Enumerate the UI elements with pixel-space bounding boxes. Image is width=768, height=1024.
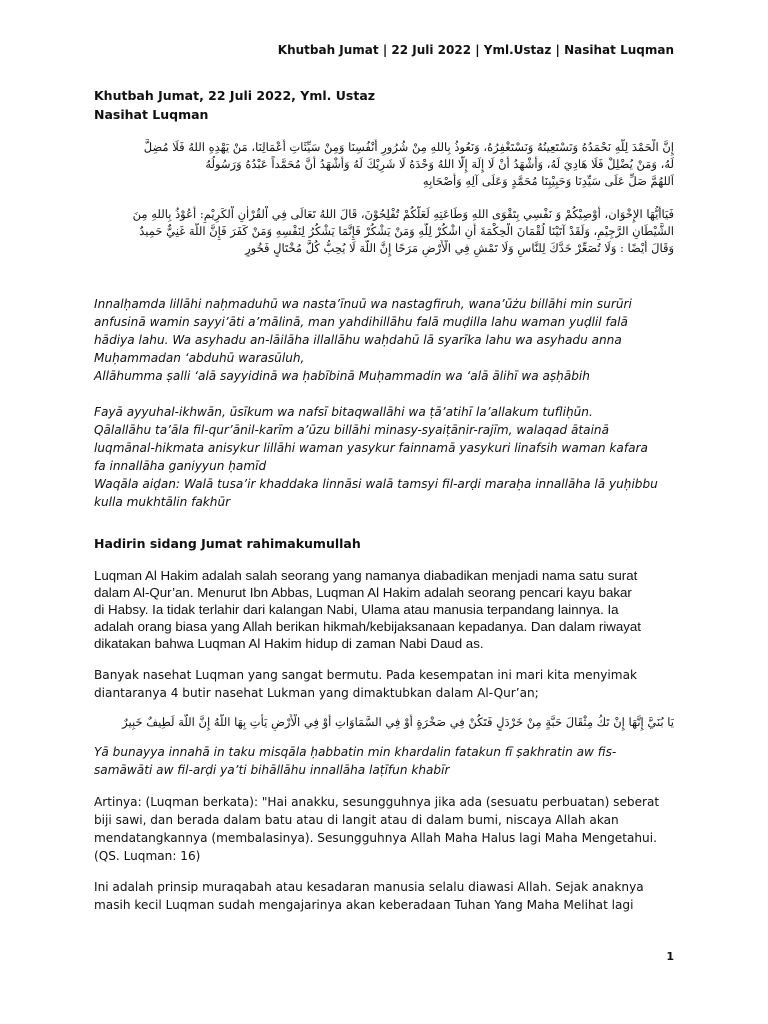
- transliteration-line: kulla mukhtālin fakhūr: [94, 495, 231, 509]
- transliteration-line: anfusinā wamin sayyi’āti a’mālinā, man yahdihillāhu falā muḍilla lahu waman yuḍlil falā: [94, 315, 628, 329]
- transliteration-line: Yā bunayya innahā in taku misqāla ḥabbatin min khardalin fatakun fī ṣakhratin aw fis-: [94, 745, 617, 759]
- section-heading: Hadirin sidang Jumat rahimakumullah: [94, 536, 361, 551]
- nasihat-paragraph: [94, 666, 674, 702]
- arabic-line: اَللهُمَّ صَلِّ عَلَى سَيِّدِنَا وَحَبِيْبِنَا مُحَمَّدٍ وَعَلَى آلِهِ وَأَصْحَابِهِ: [422, 174, 674, 188]
- transliteration-line: Muḥammadan ‘abduhū warasūluh,: [94, 351, 305, 365]
- transliteration-line: samāwāti aw fil-arḍi ya’ti bihāllāhu innallāha laṭīfun khabīr: [94, 763, 450, 777]
- paragraph-line: diantaranya 4 butir nasehat Lukman yang dimaktubkan dalam Al-Qur’an;: [94, 686, 539, 700]
- transliteration-opening: [94, 295, 674, 385]
- arabic-line: الشَّيْطَانِ الرَّجِيْمِ، وَلَقَدْ آتَيْنَا لُقْمَانَ الْحِكْمَةَ أَنِ اشْكُرْ لِلَّهِ وَمَنْ يَشْكُرْ فَإِنَّمَا يَشْكُرُ لِنَفْسِهِ وَمَنْ كَفَرَ فَإِنَّ اللَّهَ غَنِيٌّ حَمِيدٌ: [139, 224, 674, 238]
- transliteration-line: Innalḥamda lillāhi naḥmaduhū wa nasta’īnuū wa nastagfiruh, wana’ūżu billāhi min surūri: [94, 297, 632, 311]
- arabic-line: إِنَّ الْحَمْدَ لِلَّهِ نَحْمَدُهُ وَنَسْتَعِينُهُ وَنَسْتَغْفِرُهُ، وَنَعُوذُ بِاللهِ مِنْ شُرُورِ أَنْفُسِنَا وَمِنْ سَيِّئَاتِ أَعْمَالِنَا، مَنْ يَهْدِهِ اللهُ فَلَا مُضِلَّ: [143, 140, 674, 154]
- arabic-wasiat: [94, 206, 674, 257]
- arabic-line: وَقَالَ أَيْضًا : وَلَا تُصَعِّرْ خَدَّكَ لِلنَّاسِ وَلَا تَمْشِ فِي الْأَرْضِ مَرَحًا إِنَّ اللَّهَ لَا يُحِبُّ كُلَّ مُخْتَالٍ فَخُورٍ: [245, 241, 674, 255]
- artinya-paragraph: [94, 793, 674, 865]
- transliteration-line: fa innallāha ganiyyun ḥamīd: [94, 459, 267, 473]
- running-header: Khutbah Jumat | 22 Juli 2022 | Yml.Ustaz | Nasihat Luqman: [277, 43, 674, 57]
- transliteration-line: Allāhumma ṣalli ‘alā sayyidinā wa ḥabībinā Muḥammadin wa ‘alā ālihī wa aṣḥābih: [94, 369, 590, 383]
- paragraph-line: biji sawi, dan berada dalam batu atau di langit atau di dalam bumi, niscaya Allah akan: [94, 813, 619, 827]
- transliteration-line: Waqāla aiḍan: Walā tusa’ir khaddaka linnāsi walā tamsyi fil-arḍi maraḥa innallāha lā yuḥibbu: [94, 477, 658, 491]
- paragraph-line: mendatangkannya (membalasinya). Sesungguhnya Allah Maha Halus lagi Maha Mengetahui.: [94, 831, 657, 845]
- paragraph-line: Artinya: (Luqman berkata): "Hai anakku, sesungguhnya jika ada (sesuatu perbuatan) seberat: [94, 795, 660, 809]
- paragraph-line: di Habsy. Ia tidak terlahir dari kalangan Nabi, Ulama atau manusia terpandang lainnya. Ia: [94, 602, 619, 617]
- paragraph-line: dikatakan bahwa Luqman Al Hakim hidup di zaman Nabi Daud as.: [94, 636, 484, 651]
- paragraph-line: Banyak nasehat Luqman yang sangat bermutu. Pada kesempatan ini mari kita menyimak: [94, 668, 637, 682]
- title-line-1: Khutbah Jumat, 22 Juli 2022, Yml. Ustaz: [94, 88, 376, 103]
- paragraph-line: Luqman Al Hakim adalah salah seorang yang namanya diabadikan menjadi nama satu surat: [94, 568, 638, 583]
- intro-paragraph: [94, 567, 674, 652]
- paragraph-line: (QS. Luqman: 16): [94, 849, 201, 863]
- transliteration-line: hādiya lahu. Wa asyhadu an-lāilāha illallāhu waḥdahū lā syarīka lahu wa asyhadu anna: [94, 333, 622, 347]
- transliteration-line: luqmānal-hikmata anisykur lillāhi waman yasykur fainnamā yasykuri linafsih waman kafara: [94, 441, 648, 455]
- paragraph-line: adalah orang biasa yang Allah berikan hikmah/kebijaksanaan kepadanya. Dan dalam riwayat: [94, 619, 642, 634]
- page-number: 1: [666, 950, 674, 963]
- arabic-line: فَيَاأَيُّهَا الإِخْوَان، أُوْصِيْكُمْ وَ نَفْسِي بِتَقْوَى اللهِ وَطَاعَتِهِ لَعَلَّكُمْ تُفْلِحُوْنَ، قَالَ اللهُ تَعَالَى فِي اْلقُرْاٰنِ اْلكَرِيْمِ: أَعُوْذُ بِاللهِ مِنَ: [132, 207, 674, 221]
- transliteration-line: Fayā ayyuhal-ikhwān, ūsīkum wa nafsī bitaqwallāhi wa ṭā’atihī la’allakum tufliḥūn.: [94, 405, 593, 419]
- muraqabah-paragraph: [94, 878, 674, 914]
- paragraph-line: dalam Al-Qur’an. Menurut Ibn Abbas, Luqman Al Hakim adalah seorang pencari kayu bakar: [94, 585, 632, 600]
- paragraph-line: Ini adalah prinsip muraqabah atau kesadaran manusia selalu diawasi Allah. Sejak anaknya: [94, 880, 644, 894]
- arabic-line: يَا بُنَيَّ إِنَّهَا إِنْ تَكُ مِثْقَالَ حَبَّةٍ مِنْ خَرْدَلٍ فَتَكُنْ فِي صَخْرَةٍ أَوْ فِي السَّمَاوَاتِ أَوْ فِي الْأَرْضِ يَأْتِ بِهَا اللَّهُ إِنَّ اللَّهَ لَطِيفٌ خَبِيرٌ: [122, 715, 674, 729]
- arabic-line: لَهُ، وَمَنْ يُضْلِلْ فَلَا هَادِيَ لَهُ، وَأَشْهَدُ أَنْ لَا إِلَهَ إِلَّا اللهُ وَحْدَهُ لَا شَرِيْكَ لَهُ وَأَشْهَدُ أَنَّ مُحَمَّداً عَبْدُهُ وَرَسُولُهُ: [205, 157, 674, 171]
- paragraph-line: masih kecil Luqman sudah mengajarinya akan keberadaan Tuhan Yang Maha Melihat lagi: [94, 898, 634, 912]
- transliteration-line: Qālallāhu ta’āla fil-qur’ānil-karīm a’ūzu billāhi minasy-syaiṭānir-rajīm, walaqad ātainā: [94, 423, 610, 437]
- page-content: [94, 86, 674, 914]
- transliteration-wasiat: [94, 403, 674, 511]
- document-title: [94, 86, 674, 124]
- arabic-opening-prayer: [94, 139, 674, 190]
- transliteration-verse: [94, 743, 674, 779]
- title-line-2: Nasihat Luqman: [94, 107, 209, 122]
- arabic-verse-luqman-16: [94, 714, 674, 731]
